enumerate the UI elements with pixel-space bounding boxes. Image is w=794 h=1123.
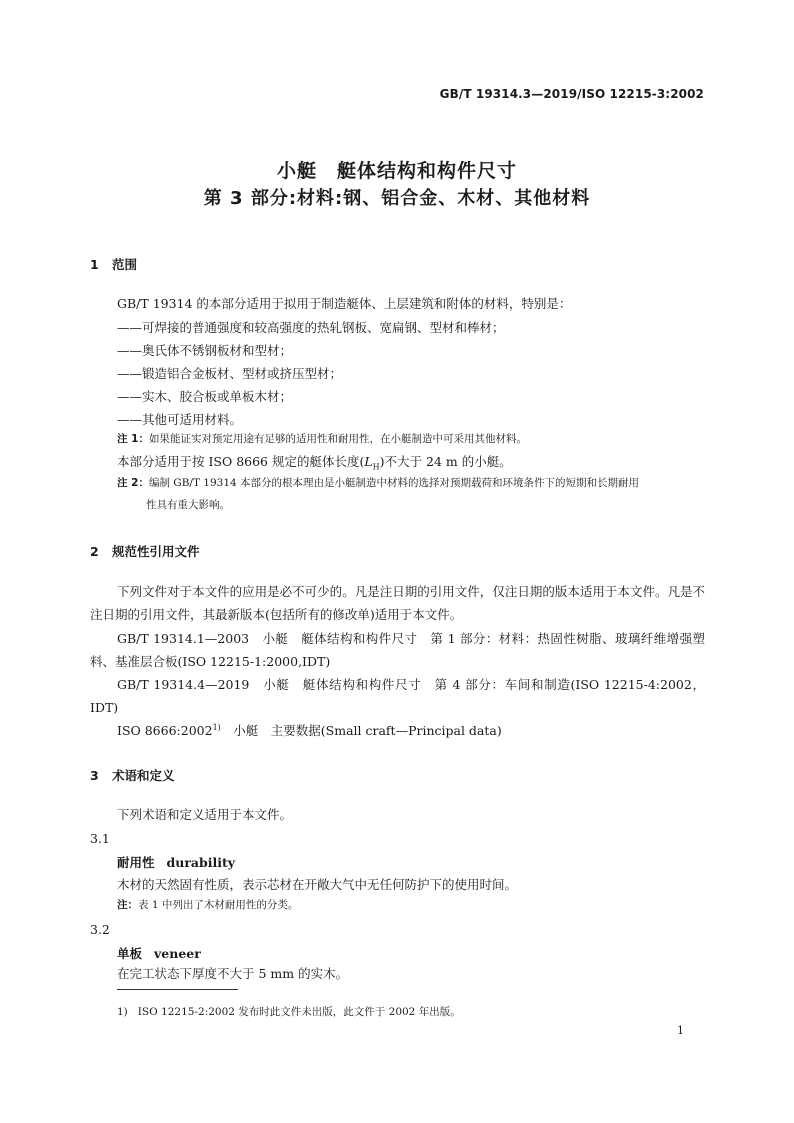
note-label: 注： <box>117 899 138 911</box>
term-definition: 在完工状态下厚度不大于 5 mm 的实木。 <box>117 966 349 981</box>
note-2 <box>117 472 639 494</box>
document-subtitle: 第 3 部分:材料:钢、铝合金、木材、其他材料 <box>203 188 591 209</box>
footnote-marker: 1) <box>212 723 221 732</box>
note-2-continuation: 性具有重大影响。 <box>146 499 230 511</box>
statement-text: )不大于 24 m 的小艇。 <box>379 454 512 469</box>
footnote-divider <box>117 989 238 990</box>
reference-title: 小艇 主要数据(Small craft—Principal data) <box>220 723 502 739</box>
reference-entry: GB/T 19314.4—2019 小艇 艇体结构和构件尺寸 第 4 部分：车间和制造(ISO 12215-4:2002，IDT) <box>90 677 705 715</box>
scope-intro: GB/T 19314 的本部分适用于拟用于制造艇体、上层建筑和附体的材料，特别是： <box>117 296 572 311</box>
note-text: 如果能证实对预定用途有足够的适用性和耐用性，在小艇制造中可采用其他材料。 <box>148 433 527 445</box>
term-zh: 单板 <box>117 946 143 961</box>
note-text: 编制 GB/T 19314 本部分的根本理由是小艇制造中材料的选择对预期载荷和环境条件下的短期和长期耐用 <box>148 477 640 489</box>
section-title: 规范性引用文件 <box>112 544 200 559</box>
section-number: 3 <box>90 768 99 783</box>
list-item: ——奥氏体不锈钢板材和型材； <box>117 343 293 358</box>
list-item: ——可焊接的普通强度和较高强度的热轧钢板、宽扁钢、型材和棒材； <box>117 320 505 335</box>
document-title: 小艇 艇体结构和构件尺寸 <box>276 160 517 182</box>
statement-text: 本部分适用于按 ISO 8666 规定的艇体长度( <box>117 454 365 469</box>
list-item: ——锻造铝合金板材、型材或挤压型材； <box>117 366 343 381</box>
term-zh: 耐用性 <box>117 855 155 870</box>
section-title: 术语和定义 <box>112 768 175 783</box>
normative-intro-paragraph: 下列文件对于本文件的应用是必不可少的。凡是注日期的引用文件，仅注日期的版本适用于本文件。凡是不注日期的引用文件，其最新版本(包括所有的修改单)适用于本文件。 <box>90 584 705 622</box>
reference-entry <box>117 718 502 741</box>
section-1-heading <box>90 255 137 273</box>
term-entry <box>117 944 201 962</box>
term-entry <box>117 853 235 871</box>
term-en: veneer <box>154 946 201 961</box>
footnote-mark: 1) <box>117 1006 128 1018</box>
section-2-heading <box>90 542 200 560</box>
footnote-text: ISO 12215-2:2002 发布时此文件未出版，此文件于 2002 年出版。 <box>137 1006 461 1018</box>
term-number: 3.2 <box>90 922 110 937</box>
section-3-heading <box>90 766 175 784</box>
terms-intro: 下列术语和定义适用于本文件。 <box>117 807 293 822</box>
term-en: durability <box>166 855 236 870</box>
reference-code: ISO 8666:2002 <box>117 723 213 739</box>
section-title: 范围 <box>112 257 138 272</box>
list-item: ——其他可适用材料。 <box>117 412 243 427</box>
reference-entry: GB/T 19314.1—2003 小艇 艇体结构和构件尺寸 第 1 部分：材料：热固性树脂、玻璃纤维增强塑料、基准层合板(ISO 12215-1:2000,IDT) <box>90 631 705 669</box>
footnote <box>117 1004 461 1019</box>
note-1 <box>117 428 527 450</box>
standard-number-header: GB/T 19314.3—2019/ISO 12215-3:2002 <box>439 87 704 101</box>
note-label: 注 1： <box>117 433 149 445</box>
length-symbol: L <box>364 454 373 469</box>
section-number: 1 <box>90 257 99 272</box>
note-label: 注 2： <box>117 477 149 489</box>
term-definition: 木材的天然固有性质，表示芯材在开敞大气中无任何防护下的使用时间。 <box>117 877 518 892</box>
page-number: 1 <box>677 1024 684 1037</box>
term-note <box>117 894 298 916</box>
section-number: 2 <box>90 544 99 559</box>
length-subscript: H <box>372 462 380 472</box>
note-text: 表 1 中列出了木材耐用性的分类。 <box>138 899 299 911</box>
list-item: ——实木、胶合板或单板木材； <box>117 389 293 404</box>
term-number: 3.1 <box>90 831 110 846</box>
